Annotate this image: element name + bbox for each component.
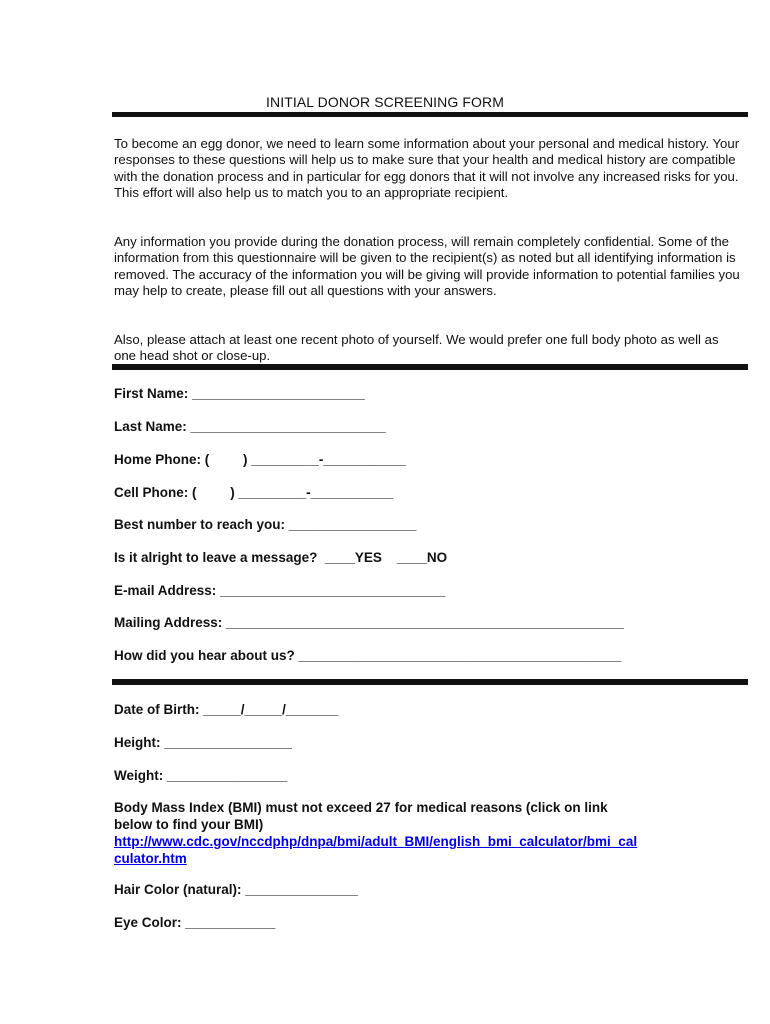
- leave-message-field[interactable]: Is it alright to leave a message? ____YES ____NO: [114, 550, 448, 565]
- eye-color-field[interactable]: Eye Color: ____________: [114, 915, 276, 930]
- bmi-note-line2: below to find your BMI): [114, 817, 264, 832]
- intro-paragraph: To become an egg donor, we need to learn some information about your personal and medical history. Your responses to these questions will help us to make sure that your health and medical history are compatible with the donation process and in particular for egg donors that it will not involve any increased risks for you. This effort will also help us to match you to an appropriate recipient.: [114, 136, 740, 200]
- bmi-note-line1: Body Mass Index (BMI) must not exceed 27 for medical reasons (click on link: [114, 800, 608, 815]
- weight-field[interactable]: Weight: ________________: [114, 768, 288, 783]
- bmi-calculator-link-continued[interactable]: culator.htm: [114, 851, 187, 866]
- section-divider-physical: [112, 679, 748, 685]
- bmi-calculator-link[interactable]: http://www.cdc.gov/nccdphp/dnpa/bmi/adult_BMI/english_bmi_calculator/bmi_cal: [114, 834, 638, 849]
- height-field[interactable]: Height: _________________: [114, 735, 292, 750]
- mailing-address-field[interactable]: Mailing Address: _____________________________________________________: [114, 615, 624, 630]
- photo-paragraph: Also, please attach at least one recent photo of yourself. We would prefer one full body photo as well as one head shot or close-up.: [114, 332, 719, 364]
- cell-phone-field[interactable]: Cell Phone: ( ) _________-___________: [114, 485, 394, 500]
- hear-about-field[interactable]: How did you hear about us? ___________________________________________: [114, 648, 622, 663]
- date-of-birth-field[interactable]: Date of Birth: _____/_____/_______: [114, 702, 339, 717]
- best-number-field[interactable]: Best number to reach you: _________________: [114, 517, 417, 532]
- title-divider: [112, 112, 748, 117]
- email-field[interactable]: E-mail Address: ______________________________: [114, 583, 446, 598]
- first-name-field[interactable]: First Name: _______________________: [114, 386, 365, 401]
- last-name-field[interactable]: Last Name: __________________________: [114, 419, 386, 434]
- section-divider-contact: [112, 364, 748, 370]
- form-title: INITIAL DONOR SCREENING FORM: [266, 94, 504, 110]
- confidentiality-paragraph: Any information you provide during the donation process, will remain completely confidential. Some of the information from this questionnaire will be given to the recipient(s) as noted but all identifying information is removed. The accuracy of the information you will be giving will provide information to potential families you may help to create, please fill out all questions with your answers.: [114, 234, 740, 298]
- hair-color-field[interactable]: Hair Color (natural): _______________: [114, 882, 358, 897]
- home-phone-field[interactable]: Home Phone: ( ) _________-___________: [114, 452, 406, 467]
